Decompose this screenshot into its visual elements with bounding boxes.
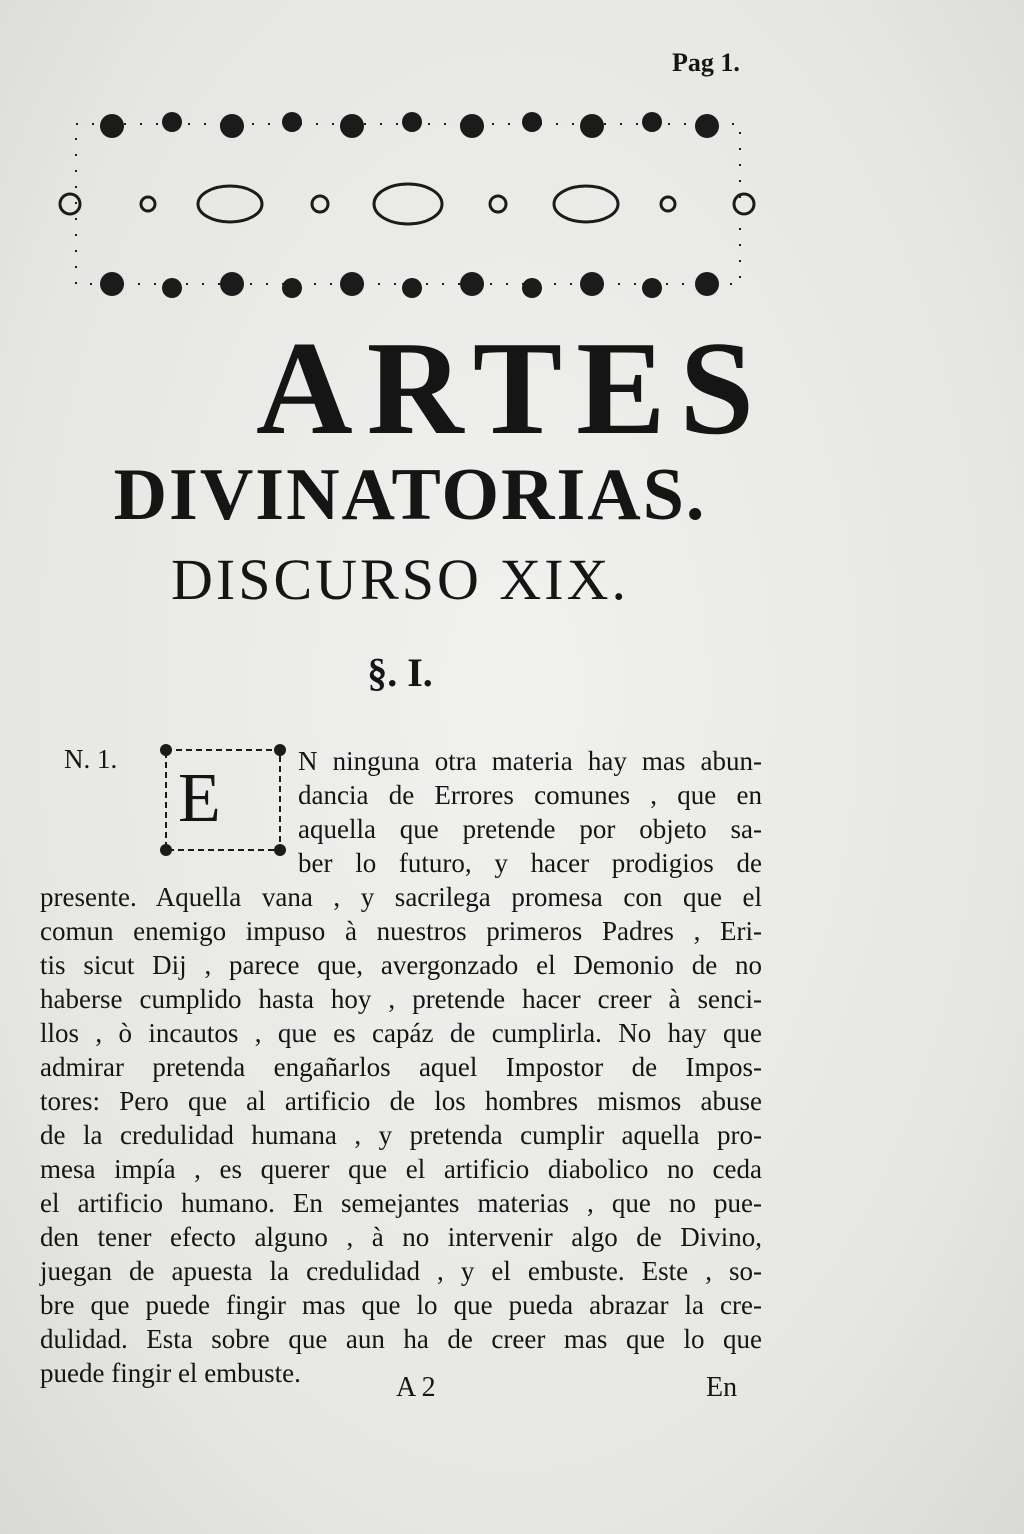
text-line: puede fingir el embuste. bbox=[40, 1358, 301, 1388]
text-line: admirar pretenda engañarlos aquel Impostor de Impos- bbox=[40, 1052, 762, 1082]
ornament-middle-row bbox=[60, 184, 754, 224]
text-line: bre que puede fingir mas que lo que pueda abrazar la cre- bbox=[40, 1290, 762, 1320]
text-line: dulidad. Esta sobre que aun ha de creer mas que lo que bbox=[40, 1324, 762, 1354]
page-number: Pag 1. bbox=[672, 48, 740, 77]
decorative-headpiece bbox=[52, 100, 764, 308]
text-line: N ninguna otra materia hay mas abun- bbox=[298, 746, 762, 776]
text-line: den tener efecto alguno , à no intervenir algo de Divino, bbox=[40, 1222, 762, 1252]
catchword: En bbox=[706, 1372, 738, 1403]
text-line: presente. Aquella vana , y sacrilega promesa con que el bbox=[40, 882, 762, 912]
drop-cap: E bbox=[178, 760, 221, 837]
title-divinatorias: DIVINATORIAS. bbox=[113, 454, 707, 536]
ornament-bottom-row bbox=[100, 272, 719, 298]
text-line: el artificio humano. En semejantes materias , que no pue- bbox=[40, 1188, 762, 1218]
text-line: comun enemigo impuso à nuestros primeros Padres , Eri- bbox=[40, 916, 762, 946]
text-line: mesa impía , es querer que el artificio diabolico no ceda bbox=[40, 1154, 762, 1184]
title-artes: ARTES bbox=[255, 314, 769, 462]
text-line: haberse cumplido hasta hoy , pretende hacer creer à senci- bbox=[40, 984, 762, 1014]
paragraph-number: N. 1. bbox=[64, 744, 118, 774]
section-heading: §. I. bbox=[367, 650, 433, 695]
text-line: tis sicut Dij , parece que, avergonzado el Demonio de no bbox=[40, 950, 762, 980]
ornament-top-row bbox=[100, 112, 719, 138]
printer-signature: A 2 bbox=[396, 1372, 436, 1403]
text-line: dancia de Errores comunes , que en bbox=[298, 780, 762, 810]
ornament-border bbox=[76, 124, 740, 284]
text-line: de la credulidad humana , y pretenda cumplir aquella pro- bbox=[40, 1120, 762, 1150]
discurso-heading: DISCURSO XIX. bbox=[171, 547, 629, 612]
text-line: ber lo futuro, y hacer prodigios de bbox=[298, 848, 762, 878]
text-line: llos , ò incautos , que es capáz de cumplirla. No hay que bbox=[40, 1018, 762, 1048]
text-line: aquella que pretende por objeto sa- bbox=[298, 814, 762, 844]
text-line: tores: Pero que al artificio de los hombres mismos abuse bbox=[40, 1086, 762, 1116]
text-line: juegan de apuesta la credulidad , y el embuste. Este , so- bbox=[40, 1256, 762, 1286]
